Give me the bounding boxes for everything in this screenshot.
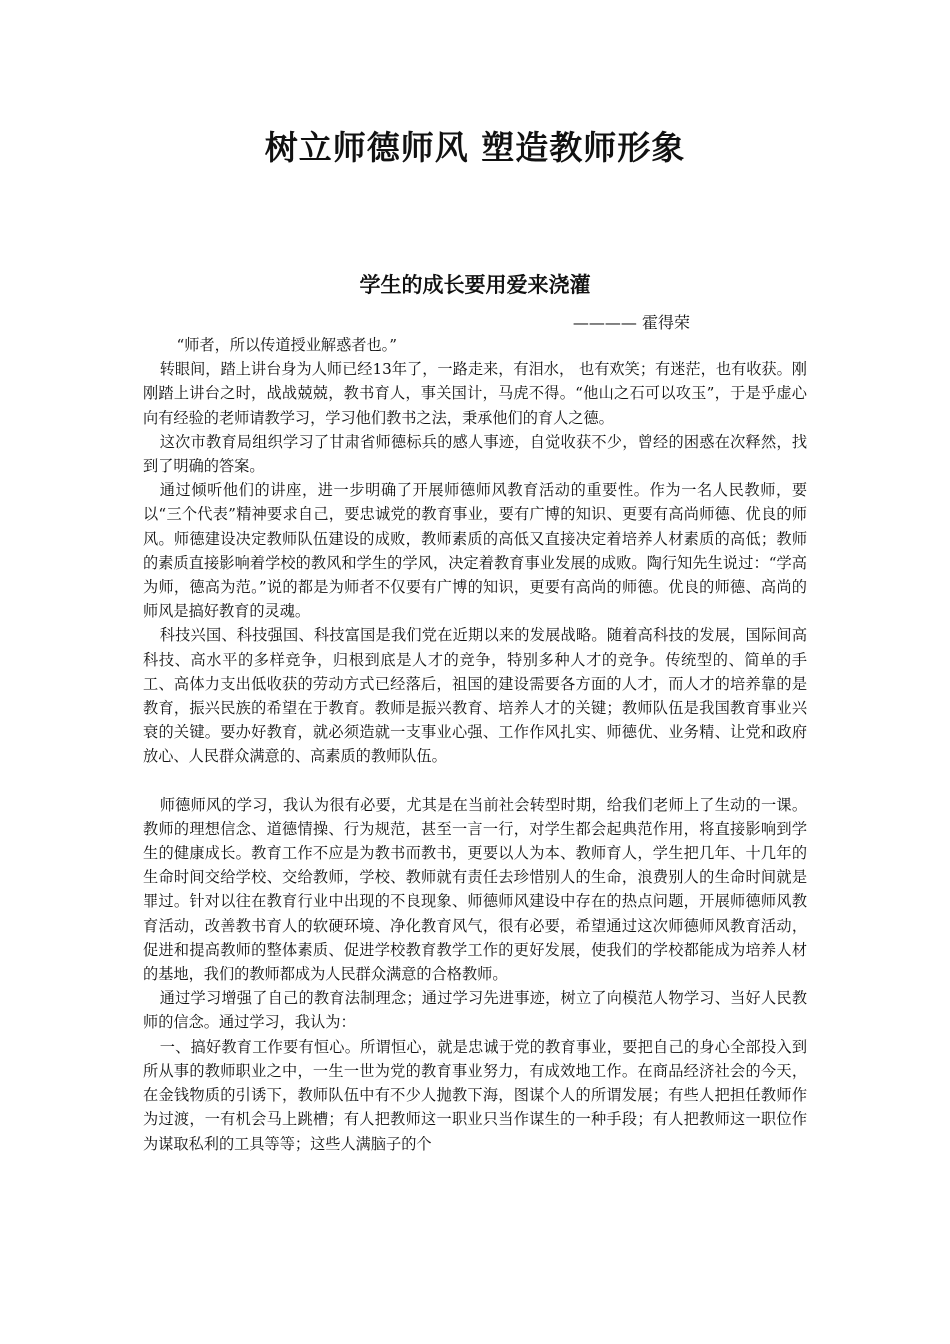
body-paragraph: 一、搞好教育工作要有恒心。所谓恒心，就是忠诚于党的教育事业，要把自己的身心全部投入到所从事的教师职业之中，一生一世为党的教育事业努力，有成效地工作。在商品经济社会的今天，在金钱物质的引诱下，教师队伍中有不少人抛教下海，图谋个人的所谓发展；有些人把担任教师作为过渡，一有机会马上跳槽；有人把教师这一职业只当作谋生的一种手段；有人把教师这一职位作为谋取私利的工具等等；这些人满脑子的个 bbox=[143, 1037, 807, 1153]
document-title: 树立师德师风 塑造教师形象 bbox=[264, 128, 686, 167]
body-paragraph: 转眼间，踏上讲台身为人师已经13年了，一路走来，有泪水， 也有欢笑；有迷茫，也有收获。刚刚踏上讲台之时，战战兢兢，教书育人，事关国计，马虎不得。“他山之石可以攻玉”，于是乎虚心向有经验的老师请教学习，学习他们教书之法，秉承他们的育人之德。 bbox=[143, 360, 807, 427]
opening-quote: “师者，所以传道授业解惑者也。” bbox=[176, 336, 397, 354]
body-paragraph: 这次市教育局组织学习了甘肃省师德标兵的感人事迹，自觉收获不少，曾经的困惑在次释然，找到了明确的答案。 bbox=[143, 432, 807, 476]
body-paragraph: 通过学习增强了自己的教育法制理念；通过学习先进事迹，树立了向模范人物学习、当好人民教师的信念。通过学习，我认为： bbox=[143, 989, 807, 1032]
article-body bbox=[143, 333, 807, 1156]
body-paragraph: 科技兴国、科技强国、科技富国是我们党在近期以来的发展战略。随着高科技的发展，国际间高科技、高水平的多样竞争，归根到底是人才的竞争，特别多种人才的竞争。传统型的、简单的手工、高体力支出低收获的劳动方式已经落后，祖国的建设需要各方面的人才，而人才的培养靠的是教育，振兴民族的希望在于教育。教师是振兴教育、培养人才的关键；教师队伍是我国教育事业兴衰的关键。要办好教育，就必须造就一支事业心强、工作作风扎实、师德优、业务精、让党和政府放心、人民群众满意的、高素质的教师队伍。 bbox=[143, 626, 807, 766]
article-subtitle: 学生的成长要用爱来浇灌 bbox=[359, 273, 591, 297]
paragraph-spacer bbox=[143, 769, 807, 793]
author-byline: ———— 霍得荣 bbox=[572, 313, 690, 332]
body-paragraph: 通过倾听他们的讲座，进一步明确了开展师德师风教育活动的重要性。作为一名人民教师，要以“三个代表”精神要求自己，要忠诚党的教育事业，要有广博的知识、更要有高尚师德、优良的师风。师德建设决定教师队伍建设的成败，教师素质的高低又直接决定着培养人材素质的高低；教师的素质直接影响着学校的教风和学生的学风，决定着教育事业发展的成败。陶行知先生说过：“学高为师，德高为范。”说的都是为师者不仅要有广博的知识，更要有高尚的师德。优良的师德、高尚的师风是搞好教育的灵魂。 bbox=[143, 481, 807, 621]
body-paragraph: 师德师风的学习，我认为很有必要，尤其是在当前社会转型时期，给我们老师上了生动的一课。教师的理想信念、道德情操、行为规范，甚至一言一行，对学生都会起典范作用，将直接影响到学生的健康成长。教育工作不应是为教书而教书，更要以人为本、教师育人，学生把几年、十几年的生命时间交给学校、交给教师，学校、教师就有责任去珍惜别人的生命，浪费别人的生命时间就是罪过。针对以往在教育行业中出现的不良现象、师德师风建设中存在的热点问题，开展师德师风教育活动，改善教书育人的软硬环境、净化教育风气，很有必要，希望通过这次师德师风教育活动，促进和提高教师的整体素质、促进学校教育教学工作的更好发展，使我们的学校都能成为培养人材的基地，我们的教师都成为人民群众满意的合格教师。 bbox=[143, 795, 807, 984]
